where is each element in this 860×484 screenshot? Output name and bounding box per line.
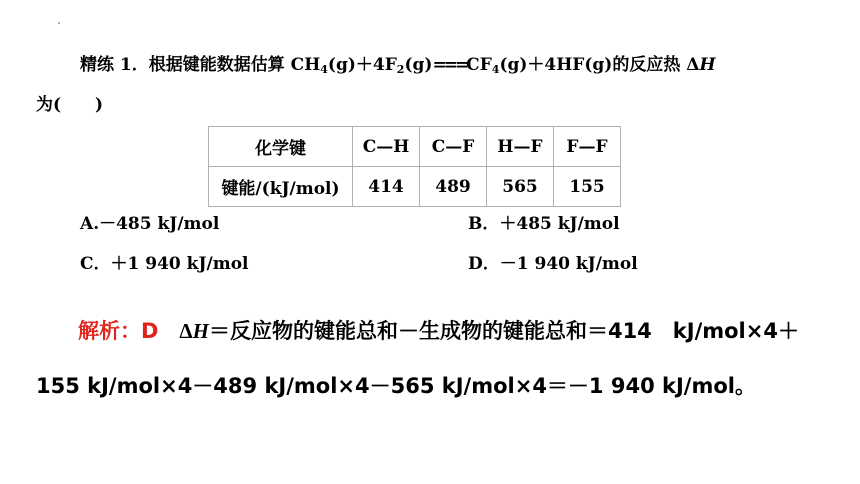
question-line-2 xyxy=(36,90,103,115)
formula-cf: CF xyxy=(466,55,492,75)
option-a: A.－485 kJ/mol xyxy=(80,214,220,234)
reaction-arrow: === xyxy=(432,55,467,75)
table-cell: 155 xyxy=(554,167,621,207)
analysis-text-2: 155 kJ/mol×4－489 kJ/mol×4－565 kJ/mol×4＝－1 940 kJ/mol。 xyxy=(36,374,756,398)
analysis-h: H xyxy=(192,319,209,343)
formula-rest: (g)＋4HF(g)的反应热 Δ xyxy=(499,55,700,75)
table-header-cell: 化学键 xyxy=(209,127,353,167)
subscript-4b: 4 xyxy=(491,63,500,76)
table-header-cell: C—H xyxy=(353,127,420,167)
delta-h-symbol: H xyxy=(699,55,716,75)
subscript-4: 4 xyxy=(320,63,328,76)
table-cell: 414 xyxy=(353,167,420,207)
table-header-cell: F—F xyxy=(554,127,621,167)
formula-g2: (g) xyxy=(404,55,433,75)
table-header-cell: H—F xyxy=(487,127,554,167)
decorative-dot xyxy=(58,22,60,24)
table-cell: 键能/(kJ/mol) xyxy=(209,167,353,207)
table-cell: 565 xyxy=(487,167,554,207)
table-header-row xyxy=(209,127,621,167)
analysis-line-1 xyxy=(78,315,799,345)
table-row xyxy=(209,167,621,207)
formula-g1: (g)＋4F xyxy=(327,55,397,75)
table-header-cell: C—F xyxy=(420,127,487,167)
question-line-1 xyxy=(80,50,716,76)
option-c: C．＋1 940 kJ/mol xyxy=(80,254,249,274)
analysis-label: 解析：D xyxy=(78,319,159,343)
subscript-2: 2 xyxy=(396,63,405,76)
option-d: D．－1 940 kJ/mol xyxy=(468,254,638,274)
bond-energy-table xyxy=(208,126,621,207)
analysis-line-2 xyxy=(36,370,756,400)
question-blank: 为( ) xyxy=(36,95,104,115)
analysis-text-1: ＝反应物的键能总和－生成物的键能总和＝414 kJ/mol×4＋ xyxy=(208,319,799,343)
option-b: B．＋485 kJ/mol xyxy=(468,214,620,234)
table-cell: 489 xyxy=(420,167,487,207)
formula-ch: CH xyxy=(290,55,321,75)
question-label: 精练 1．根据键能数据估算 xyxy=(80,55,291,75)
analysis-delta: Δ xyxy=(158,319,193,343)
